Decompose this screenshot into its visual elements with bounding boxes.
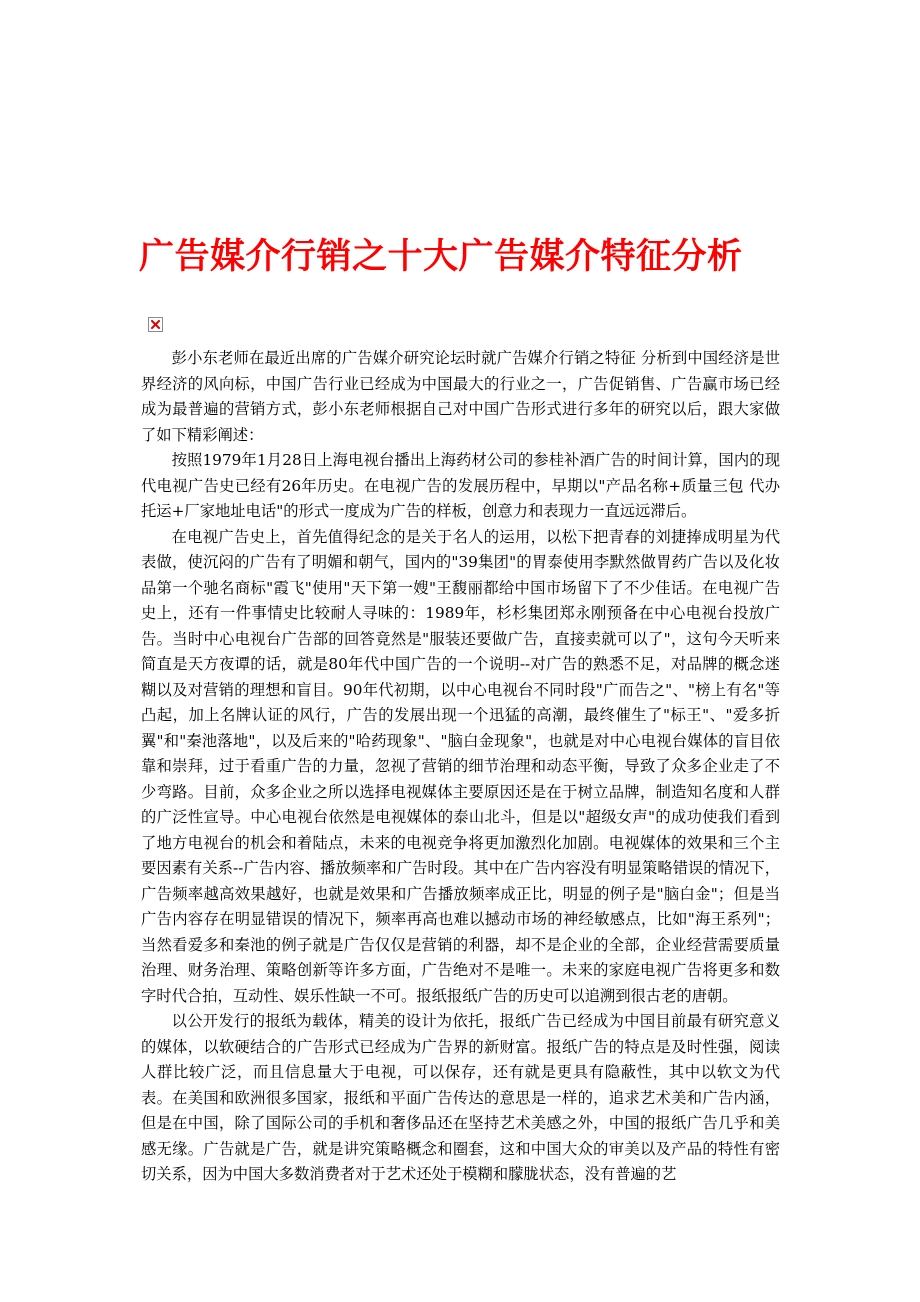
document-title: 广告媒介行销之十大广告媒介特征分析 — [139, 236, 743, 277]
paragraph-intro: 彭小东老师在最近出席的广告媒介研究论坛时就广告媒介行销之特征 分析到中国经济是世界经济的风向标，中国广告行业已经成为中国最大的行业之一，广告促销售、广告赢市场已经成为最普遍的营销方式，彭小东老师根据自己对中国广告形式进行多年的研究以后，跟大家做了如下精彩阐述： — [141, 349, 780, 444]
paragraph-tv-analysis: 在电视广告史上，首先值得纪念的是关于名人的运用，以松下把青春的刘捷捧成明星为代表做，使沉闷的广告有了明媚和朝气，国内的"39集团"的胃泰使用李默然做胃药广告以及化妆品第一个驰名商标"霞飞"使用"天下第一嫂"王馥丽都给中国市场留下了不少佳话。在电视广告史上，还有一件事情史比较耐人寻味的：1989年，杉杉集团郑永刚预备在中心电视台投放广告。当时中心电视台广告部的回答竟然是"服装还要做广告，直接卖就可以了"，这句今天听来简直是天方夜谭的话，就是80年代中国广告的一个说明--对广告的熟悉不足，对品牌的概念迷糊以及对营销的理想和盲目。90年代初期，以中心电视台不同时段"广而告之"、"榜上有名"等凸起，加上名牌认证的风行，广告的发展出现一个迅猛的高潮，最终催生了"标王"、"爱多折翼"和"秦池落地"，以及后来的"哈药现象"、"脑白金现象"，也就是对中心电视台媒体的盲目依靠和崇拜，过于看重广告的力量，忽视了营销的细节治理和动态平衡，导致了众多企业走了不少弯路。目前，众多企业之所以选择电视媒体主要原因还是在于树立品牌，制造知名度和人群的广泛性宣导。中心电视台依然是电视媒体的泰山北斗，但是以"超级女声"的成功使我们看到了地方电视台的机会和着陆点，未来的电视竞争将更加激烈化加剧。电视媒体的效果和三个主要因素有关系--广告内容、播放频率和广告时段。其中在广告内容没有明显策略错误的情况下，广告频率越高效果越好，也就是效果和广告播放频率成正比，明显的例子是"脑白金"；但是当广告内容存在明显错误的情况下，频率再高也难以撼动市场的神经敏感点，比如"海王系列"；当然看爱多和秦池的例子就是广告仅仅是营销的利器，却不是企业的全部，企业经营需要质量治理、财务治理、策略创新等许多方面，广告绝对不是唯一。未来的家庭电视广告将更多和数字时代合拍，互动性、娱乐性缺一不可。报纸报纸广告的历史可以追溯到很古老的唐朝。 — [141, 527, 780, 1005]
red-x-icon — [151, 320, 160, 329]
article-body — [141, 346, 780, 1188]
paragraph-newspaper: 以公开发行的报纸为载体，精美的设计为依托，报纸广告已经成为中国目前最有研究意义的媒体，以软硬结合的广告形式已经成为广告界的新财富。报纸广告的特点是及时性强，阅读人群比较广泛，而且信息量大于电视，可以保存，还有就是更具有隐蔽性，其中以软文为代表。在美国和欧洲很多国家，报纸和平面广告传达的意思是一样的，追求艺术美和广告内涵，但是在中国，除了国际公司的手机和奢侈品还在坚持艺术美感之外，中国的报纸广告几乎和美感无缘。广告就是广告，就是讲究策略概念和圈套，这和中国大众的审美以及产品的特性有密切关系，因为中国大多数消费者对于艺术还处于模糊和朦胧状态，没有普遍的艺 — [141, 1012, 780, 1183]
paragraph-tv-history: 按照1979年1月28日上海电视台播出上海药材公司的参桂补酒广告的时间计算，国内的现代电视广告史已经有26年历史。在电视广告的发展历程中，早期以"产品名称+质量三包 代办托运+厂家地址电话"的形式一度成为广告的样板，创意力和表现力一直远远滞后。 — [141, 451, 780, 520]
broken-image-icon — [148, 317, 163, 332]
